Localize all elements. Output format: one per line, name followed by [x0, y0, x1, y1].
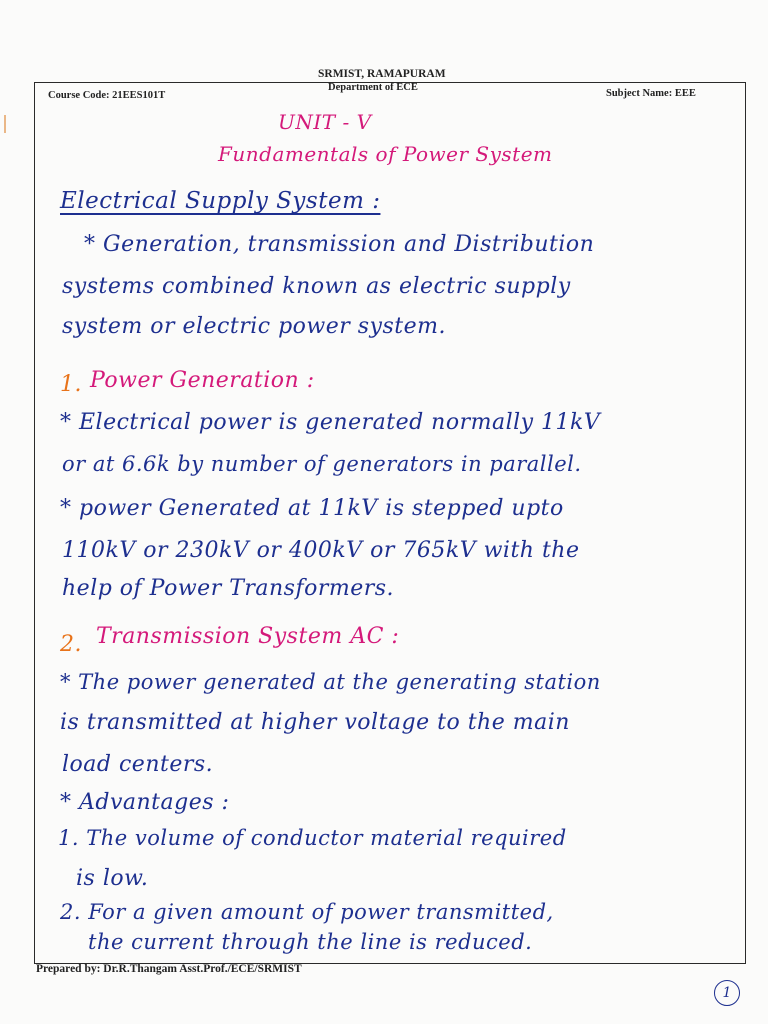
transmission-line-3: load centers. [62, 752, 214, 777]
advantage-line-3: 2. For a given amount of power transmitted, [60, 900, 554, 924]
unit-label: UNIT - V [278, 110, 372, 134]
generation-number: 1. [60, 372, 82, 397]
intro-line-1: * Generation, transmission and Distribution [84, 232, 595, 257]
transmission-line-2: is transmitted at higher voltage to the main [60, 710, 570, 735]
intro-line-2: systems combined known as electric supply [62, 274, 571, 299]
generation-line-3: * power Generated at 11kV is stepped upto [60, 496, 564, 521]
generation-line-5: help of Power Transformers. [62, 576, 395, 601]
intro-line-3: system or electric power system. [62, 314, 446, 339]
advantage-line-4: the current through the line is reduced. [88, 930, 533, 954]
department-name: Department of ECE [328, 82, 418, 93]
advantage-line-2: is low. [76, 866, 149, 891]
notes-title: Fundamentals of Power System [218, 142, 553, 166]
advantage-line-1: 1. The volume of conductor material required [58, 826, 567, 850]
transmission-heading: Transmission System AC : [96, 624, 400, 649]
prepared-by: Prepared by: Dr.R.Thangam Asst.Prof./ECE/SRMIST [36, 963, 302, 975]
transmission-line-1: * The power generated at the generating station [60, 670, 601, 694]
generation-heading: Power Generation : [90, 368, 315, 393]
course-code: Course Code: 21EES101T [48, 90, 166, 101]
institution-name: SRMIST, RAMAPURAM [318, 68, 446, 80]
margin-mark [4, 115, 6, 133]
generation-line-1: * Electrical power is generated normally 11kV [60, 410, 601, 435]
generation-line-2: or at 6.6k by number of generators in parallel. [62, 452, 582, 476]
generation-line-4: 110kV or 230kV or 400kV or 765kV with the [62, 538, 580, 563]
page-number: 1 [714, 980, 740, 1006]
section-heading: Electrical Supply System : [60, 188, 381, 214]
transmission-number: 2. [60, 632, 82, 657]
advantages-heading: * Advantages : [60, 790, 230, 815]
subject-name: Subject Name: EEE [606, 88, 696, 99]
